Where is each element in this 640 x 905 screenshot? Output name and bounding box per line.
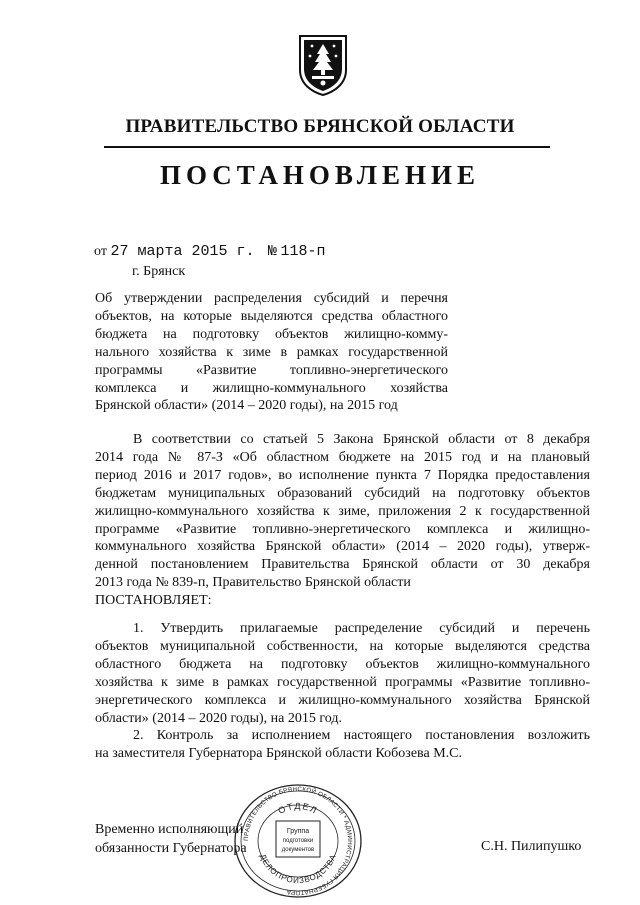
- paragraph-line: объектов муниципальной собственности, на которые выделяются средства: [95, 638, 590, 654]
- subject-line: комплекса и жилищно-коммунального хозяйства: [95, 380, 448, 396]
- subject-line: нального хозяйства к зиме в рамках государственной: [95, 344, 448, 360]
- document-type-title: ПОСТАНОВЛЕНИЕ: [159, 160, 481, 190]
- preamble-paragraph: [95, 431, 590, 610]
- paragraph-line: областного бюджета на подготовку объектов жилищно-коммунального: [95, 656, 590, 672]
- paragraph-line: жилищно-коммунального хозяйства к зиме, приложения 2 к государственной: [95, 503, 590, 519]
- document-number: 118-п: [280, 243, 326, 260]
- government-title: ПРАВИТЕЛЬСТВО БРЯНСКОЙ ОБЛАСТИ: [125, 116, 515, 137]
- paragraph-line: В соответствии со статьей 5 Закона Брянской области от 8 декабря: [133, 432, 590, 447]
- clause-2: [95, 727, 590, 763]
- stamp-center-line: Группа: [286, 828, 310, 835]
- stamp-bottom-text: ДЕЛОПРОИЗВОДСТВА: [258, 852, 338, 886]
- coat-of-arms-icon: [298, 34, 348, 96]
- subject-line: Об утверждении распределения субсидий и перечня: [95, 291, 448, 306]
- document-subject: [95, 290, 448, 415]
- stamp-center-line: подготовки: [282, 838, 314, 844]
- paragraph-line: энергетического комплекса и жилищно-коммунального хозяйства Брянской: [95, 692, 590, 708]
- stamp-center-line: документов: [281, 847, 315, 853]
- number-sign: №: [267, 243, 277, 260]
- paragraph-line: 2014 года № 87-З «Об областном бюджете на 2015 год и на плановый: [95, 449, 590, 465]
- position-line: Временно исполняющий: [95, 822, 244, 837]
- subject-line: программы «Развитие топливно-энергетического: [95, 362, 448, 378]
- paragraph-line: программе «Развитие топливно-энергетического комплекса и жилищно-: [95, 521, 590, 537]
- subject-line: объектов, на которые выделяются средства областного: [95, 308, 448, 324]
- paragraph-line: денной постановлением Правительства Брянской области от 30 декабря: [95, 557, 590, 573]
- paragraph-line: период 2016 и 2017 годов», во исполнение пункта 7 Порядка предоставления: [95, 467, 590, 483]
- from-label: от: [94, 244, 107, 259]
- position-line: обязанности Губернатора: [95, 841, 247, 856]
- paragraph-line: бюджетам муниципальных образований субсидий на подготовку объектов: [95, 485, 590, 501]
- stamp-outer-ring: ПРАВИТЕЛЬСТВО БРЯНСКОЙ ОБЛАСТИ * АДМИНИСТРАЦИЯ ГУБЕРНАТОРА: [242, 785, 354, 897]
- header-divider: [104, 146, 550, 148]
- paragraph-line: 2013 года № 839-п, Правительство Брянской области: [95, 575, 411, 591]
- paragraph-line: 2. Контроль за исполнением настоящего постановления возложить: [133, 728, 590, 743]
- paragraph-line: области» (2014 – 2020 годы), на 2015 год.: [95, 710, 342, 726]
- paragraph-line: коммунального хозяйства Брянской области» (2014 – 2020 годы), утверж-: [95, 539, 590, 555]
- resolves-heading: ПОСТАНОВЛЯЕТ:: [95, 593, 212, 609]
- clause-1: [95, 620, 590, 727]
- subject-line: бюджета на подготовку объектов жилищно-комму-: [95, 326, 448, 342]
- document-date: 27 марта 2015 г.: [110, 243, 255, 260]
- date-number-line: [94, 243, 326, 260]
- svg-text:ОТДЕЛ: [277, 801, 320, 816]
- stamp-top-text: ОТДЕЛ: [276, 800, 320, 816]
- paragraph-line: на заместителя Губернатора Брянской области Кобозева М.С.: [95, 745, 462, 761]
- paragraph-line: 1. Утвердить прилагаемые распределение субсидий и перечень: [133, 621, 590, 636]
- paragraph-line: хозяйства к зиме в рамках государственной программы «Развитие топливно-: [95, 674, 590, 690]
- subject-line: Брянской области» (2014 – 2020 годы), на 2015 год: [95, 398, 398, 414]
- signatory-name: С.Н. Пилипушко: [481, 839, 582, 854]
- city: г. Брянск: [132, 264, 186, 279]
- office-stamp: [230, 783, 366, 899]
